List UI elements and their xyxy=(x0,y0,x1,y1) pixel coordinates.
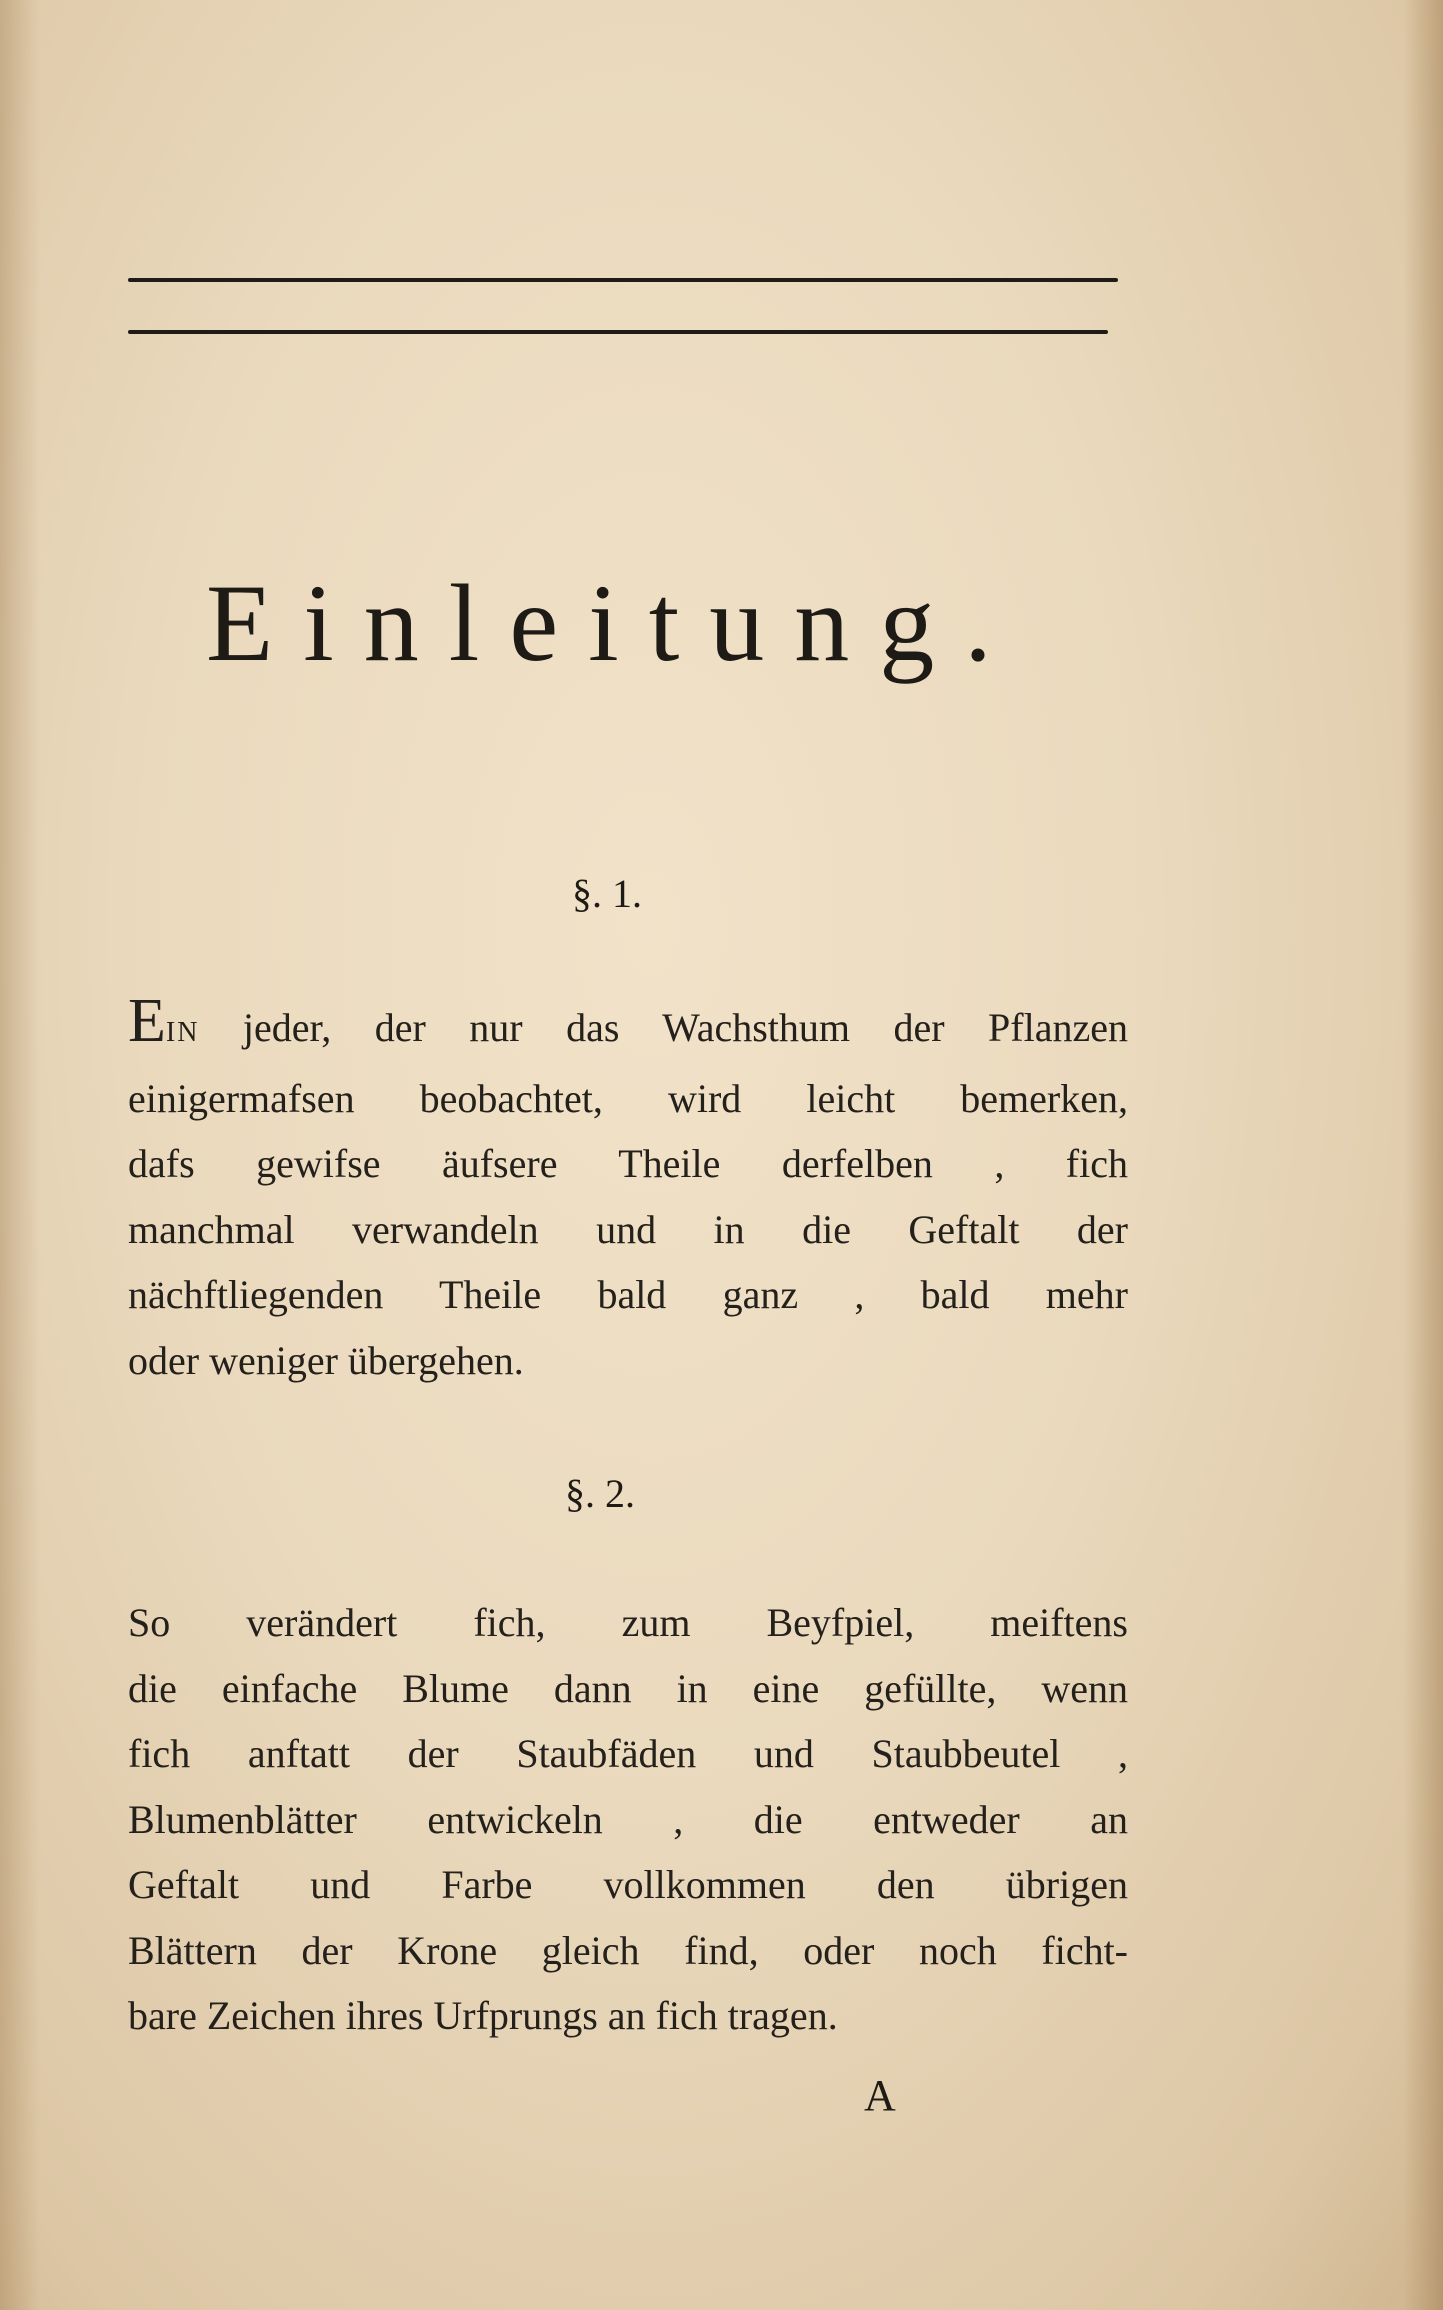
paragraph-line: Blättern der Krone gleich find, oder noch ficht- xyxy=(128,1927,1128,1973)
paragraph-line: fich anftatt der Staubfäden und Staubbeutel , xyxy=(128,1731,1128,1776)
paragraph-line xyxy=(128,995,1128,1066)
paragraph-line: nächftliegenden Theile bald ganz , bald mehr xyxy=(128,1272,1128,1317)
paragraph-line: bare Zeichen ihres Urfprungs an fich tragen. xyxy=(128,1993,838,2038)
section-1-heading: §. 1. xyxy=(572,871,642,916)
paragraph-line: Geftalt und Farbe vollkommen den übrigen xyxy=(128,1862,1128,1907)
page-edge-right xyxy=(1403,0,1443,2310)
paragraph-line: oder weniger übergehen. xyxy=(128,1337,524,1383)
drop-cap: E xyxy=(128,995,166,1055)
paragraph-line: manchmal verwandeln und in die Geftalt der xyxy=(128,1206,1128,1252)
header-rule-top xyxy=(128,278,1118,282)
page-edge-left xyxy=(0,0,40,2310)
chapter-title: Einleitung. xyxy=(206,562,1022,684)
paragraph-line: die einfache Blume dann in eine gefüllte, wenn xyxy=(128,1665,1128,1711)
header-rule-bottom xyxy=(128,330,1108,334)
paragraph-line: Blumenblätter entwickeln , die entweder an xyxy=(128,1796,1128,1842)
paragraph-line: So verändert fich, zum Beyfpiel, meiftens xyxy=(128,1600,1128,1645)
section-2-paragraph xyxy=(128,1590,1128,2049)
small-caps: IN xyxy=(165,1017,200,1048)
signature-mark: A xyxy=(864,2071,896,2120)
paragraph-line: einigermafsen beobachtet, wird leicht bemerken, xyxy=(128,1075,1128,1121)
section-1-paragraph xyxy=(128,995,1128,1393)
section-2-heading: §. 2. xyxy=(565,1471,635,1516)
first-line-text: jeder, der nur das Wachsthum der Pflanzen xyxy=(199,1005,1128,1050)
paragraph-line: dafs gewifse äufsere Theile derfelben , fich xyxy=(128,1141,1128,1186)
